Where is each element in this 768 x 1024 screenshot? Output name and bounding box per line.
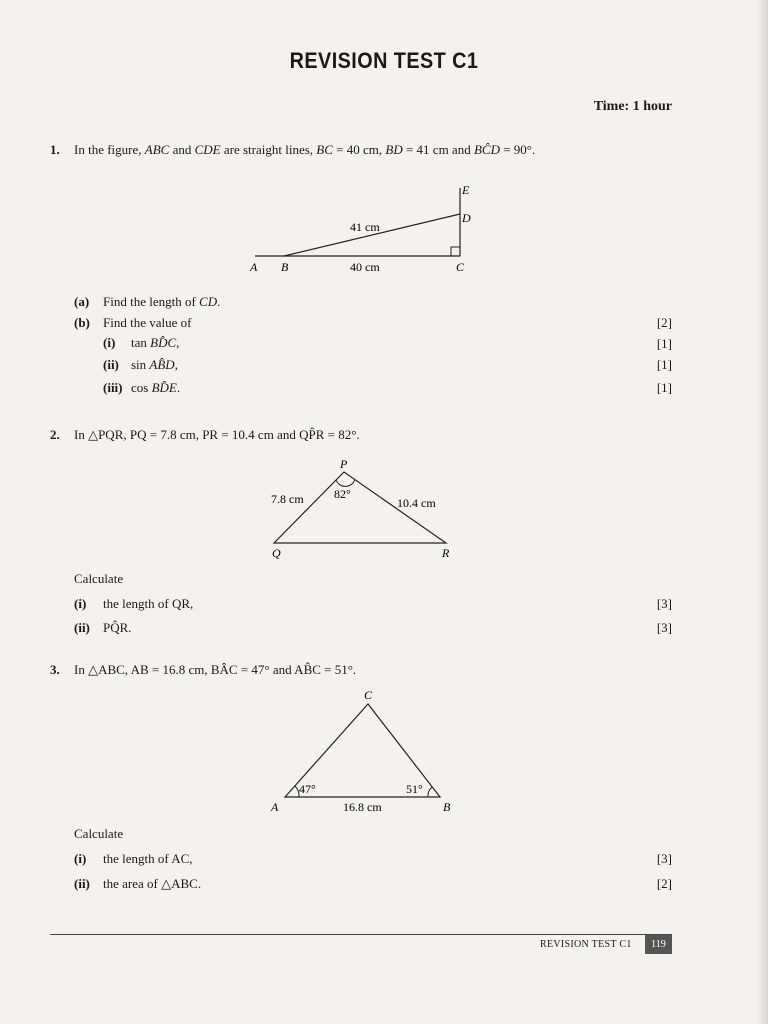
label-c: C xyxy=(364,688,373,702)
q2-calculate: Calculate xyxy=(74,571,124,586)
q3i-label: (i) xyxy=(74,851,87,866)
q1-stem: In the figure, ABC and CDE are straight lines, BC = 40 cm, BD = 41 cm and BĈD = 90°. xyxy=(74,142,536,157)
q1-number: 1. xyxy=(50,142,60,157)
q1biii-text: cos BD̂E. xyxy=(131,380,181,395)
q2i-mark: [3] xyxy=(656,596,672,611)
q3i-mark: [3] xyxy=(656,851,672,866)
q2i-text: the length of QR, xyxy=(103,596,194,611)
q3ii-text: the area of △ABC. xyxy=(103,876,202,891)
q2-stem: In △PQR, PQ = 7.8 cm, PR = 10.4 cm and QP̂R = 82°. xyxy=(74,427,360,442)
page-number: 119 xyxy=(645,935,672,954)
label-c: C xyxy=(456,260,465,274)
q3-calculate: Calculate xyxy=(74,826,124,841)
q1bi-text: tan BD̂C, xyxy=(131,335,180,350)
label-angle-p: 82° xyxy=(334,487,351,501)
q2-figure xyxy=(260,455,470,565)
q2i-label: (i) xyxy=(74,596,87,611)
q1a-text: Find the length of CD. xyxy=(103,294,221,309)
q1b-text: Find the value of xyxy=(103,315,192,330)
q1biii-label: (iii) xyxy=(103,380,123,395)
label-d: D xyxy=(462,211,471,225)
q2-number: 2. xyxy=(50,427,60,442)
q1a-label: (a) xyxy=(74,294,90,309)
label-b: B xyxy=(281,260,289,274)
label-angle-b: 51° xyxy=(406,782,423,796)
label-q: Q xyxy=(272,546,281,560)
q3-stem: In △ABC, AB = 16.8 cm, BÂC = 47° and AB̂C = 51°. xyxy=(74,662,357,677)
q1bii-mark: [1] xyxy=(656,357,672,372)
footer-label: REVISION TEST C1 xyxy=(540,939,632,950)
label-a: A xyxy=(250,260,258,274)
page-title: REVISION TEST C1 xyxy=(289,48,479,73)
angle-arc-b xyxy=(428,787,432,797)
q1-figure xyxy=(240,178,490,278)
label-e: E xyxy=(462,183,470,197)
footer-rule xyxy=(50,934,672,935)
q2ii-label: (ii) xyxy=(74,620,90,635)
label-bc-length: 40 cm xyxy=(350,260,380,274)
time-allowed: Time: 1 hour xyxy=(593,99,672,114)
q1-mark-2: [2] xyxy=(656,315,672,330)
label-r: R xyxy=(442,546,450,560)
q2ii-mark: [3] xyxy=(656,620,672,635)
right-angle-marker xyxy=(451,247,460,256)
label-pr-length: 10.4 cm xyxy=(397,496,436,510)
label-p: P xyxy=(340,457,348,471)
q1bi-label: (i) xyxy=(103,335,116,350)
label-pq-length: 7.8 cm xyxy=(271,492,304,506)
page-edge-shadow xyxy=(756,0,768,1024)
q2ii-text: PQ̂R. xyxy=(103,620,132,635)
q1biii-mark: [1] xyxy=(656,380,672,395)
q3-figure xyxy=(265,685,465,820)
label-bd-length: 41 cm xyxy=(350,220,380,234)
q1bi-mark: [1] xyxy=(656,336,672,351)
q1bii-label: (ii) xyxy=(103,357,119,372)
q3i-text: the length of AC, xyxy=(103,851,193,866)
label-ab-length: 16.8 cm xyxy=(343,800,382,814)
q3-number: 3. xyxy=(50,662,60,677)
label-a: A xyxy=(271,800,279,814)
q3ii-label: (ii) xyxy=(74,876,90,891)
angle-arc-p xyxy=(336,479,355,486)
q1bii-text: sin AB̂D, xyxy=(131,357,178,372)
label-angle-a: 47° xyxy=(299,782,316,796)
label-b: B xyxy=(443,800,451,814)
q3ii-mark: [2] xyxy=(656,876,672,891)
q1b-label: (b) xyxy=(74,315,90,330)
